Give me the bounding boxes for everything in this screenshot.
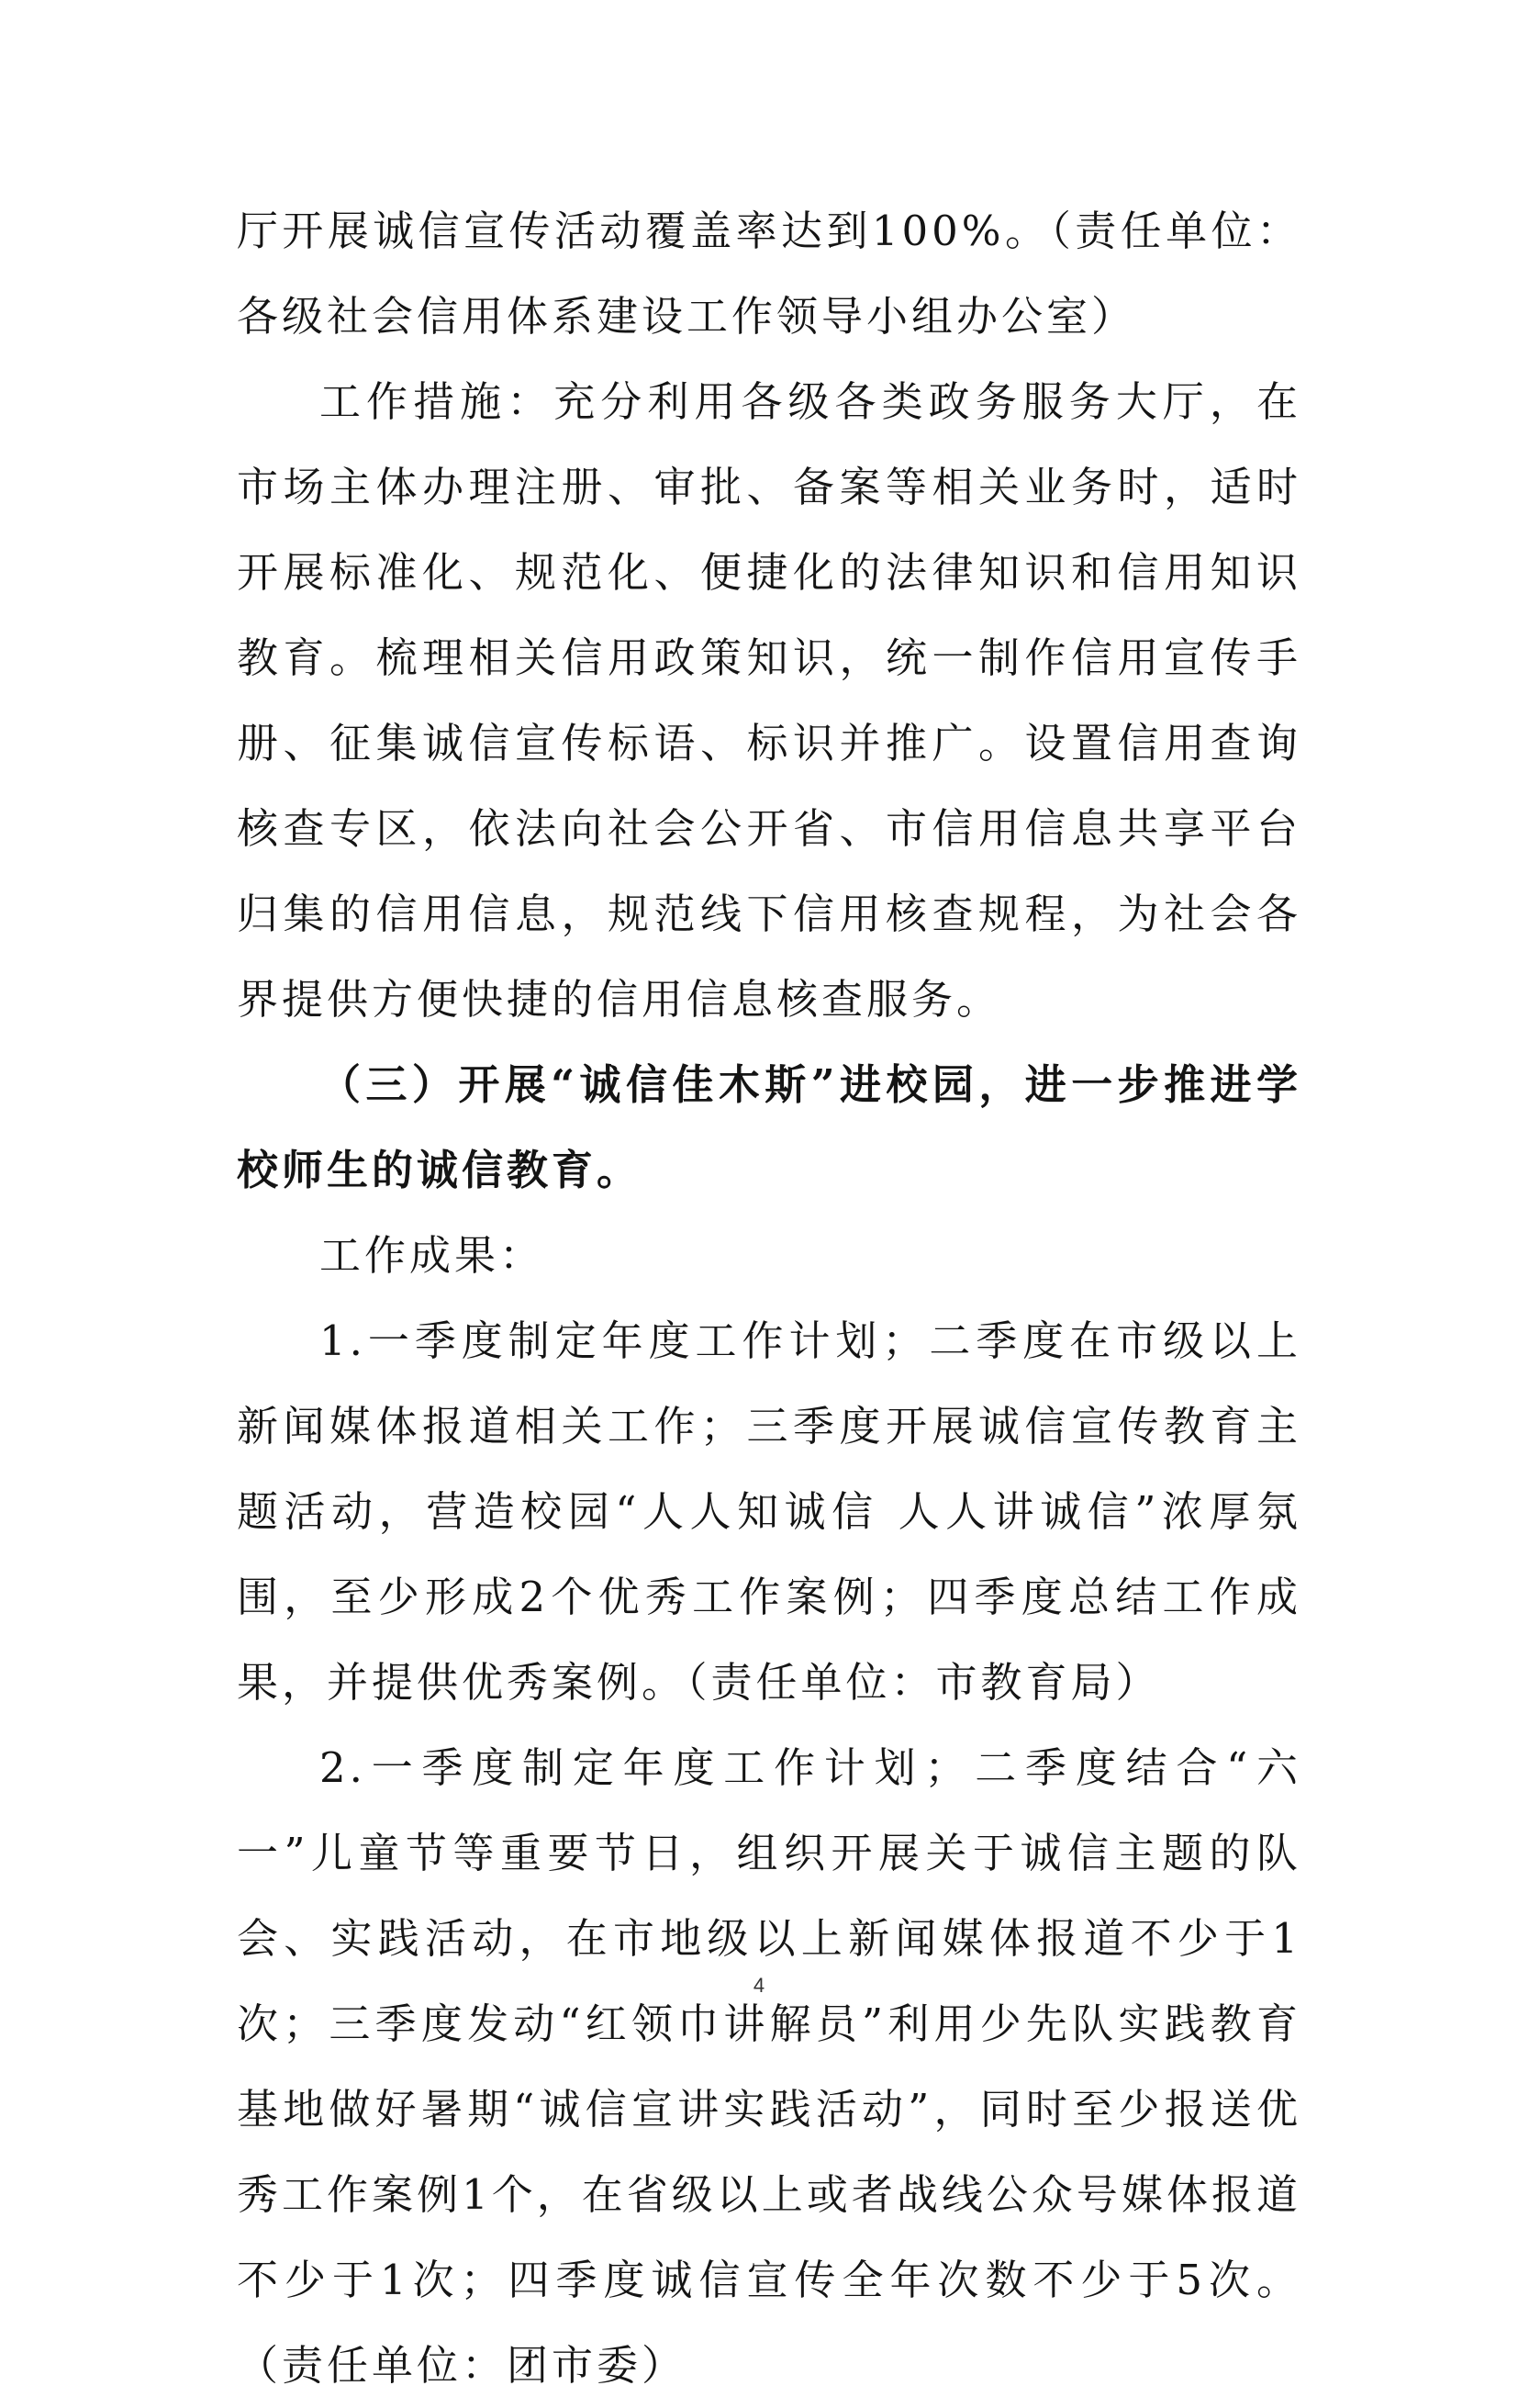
section-heading-campus: （三）开展“诚信佳木斯”进校园，进一步推进学校师生的诚信教育。: [237, 1060, 1301, 1194]
paragraph-item-2: 2.一季度制定年度工作计划；二季度结合“六一”儿童节等重要节日，组织开展关于诚信主题的队会、实践活动，在市地级以上新闻媒体报道不少于1次；三季度发动“红领巾讲解员”利用少先队实践教育基地做好暑期“诚信宣讲实践活动”，同时至少报送优秀工作案例1个，在省级以上或者战线公众号媒体报道不少于1次；四季度诚信宣传全年次数不少于5次。（责任单位：团市委）: [237, 1743, 1301, 2390]
paragraph-item-1: 1.一季度制定年度工作计划；二季度在市级以上新闻媒体报道相关工作；三季度开展诚信宣传教育主题活动，营造校园“人人知诚信 人人讲诚信”浓厚氛围，至少形成2个优秀工作案例；四季度总结工作成果，并提供优秀案例。（责任单位：市教育局）: [237, 1316, 1301, 1707]
document-body: [237, 188, 1301, 2408]
paragraph-work-results-label: 工作成果：: [319, 1231, 545, 1280]
page-number: 4: [753, 1974, 765, 1997]
paragraph-responsibility-note: 厅开展诚信宣传活动覆盖率达到100%。（责任单位：各级社会信用体系建设工作领导小组办公室）: [237, 207, 1301, 341]
paragraph-work-measures: 工作措施：充分利用各级各类政务服务大厅，在市场主体办理注册、审批、备案等相关业务时，适时开展标准化、规范化、便捷化的法律知识和信用知识教育。梳理相关信用政策知识，统一制作信用宣传手册、征集诚信宣传标语、标识并推广。设置信用查询核查专区，依法向社会公开省、市信用信息共享平台归集的信用信息，规范线下信用核查规程，为社会各界提供方便快捷的信用信息核查服务。: [237, 377, 1301, 1024]
